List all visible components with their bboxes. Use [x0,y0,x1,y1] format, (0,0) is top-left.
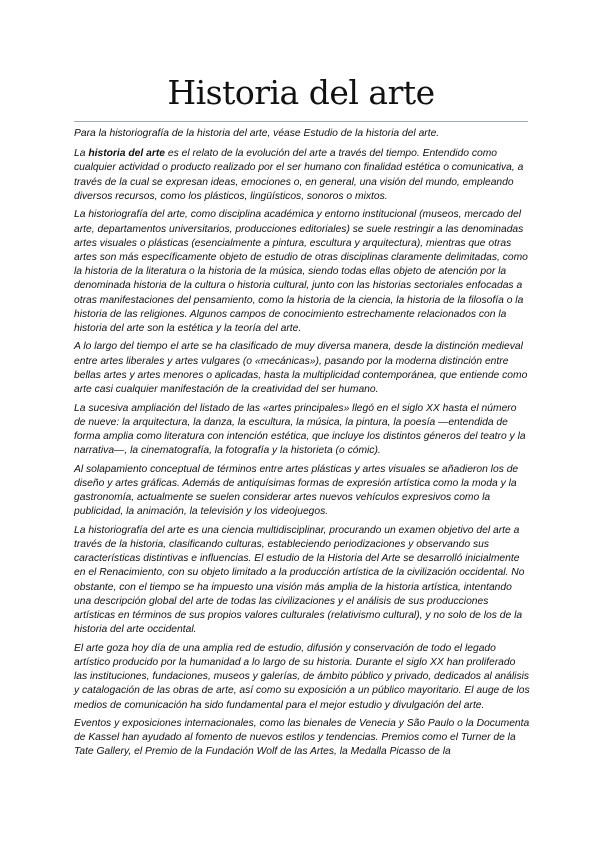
paragraph: La sucesiva ampliación del listado de las «artes principales» llegó en el siglo XX hasta el número de nueve: la arquitectura, la danza, la escultura, la música, la pintura, la poesía —entendida de forma amplia como literatura con intención estética, que incluye los distintos géneros del teatro y la narrativa—, la cinematografía, la fotografía y la historieta (o cómic). [74,402,526,457]
paragraph: La historiografía del arte es una ciencia multidisciplinar, procurando un examen objetivo del arte a través de la historia, clasificando culturas, estableciendo periodizaciones y observando sus características distintivas e influencias. El estudio de la Historia del Arte se desarrolló inicialmente en el Renacimiento, con su objeto limitado a la producción artística de la civilización occidental. No obstante, con el tiempo se ha impuesto una visión más amplia de la historia artística, intentando una descripción global del arte de todas las civilizaciones y el análisis de sus producciones artísticas en términos de sus propios valores culturales (relativismo cultural), y no solo de los de la historia del arte occidental. [74,524,525,636]
intro-paragraph [74,147,530,204]
paragraph: Eventos y exposiciones internacionales, como las bienales de Venecia y São Paulo o la Documenta de Kassel han ayudado al fomento de nuevos estilos y tendencias. Premios como el Turner de la Tate Gallery, el Premio de la Fundación Wolf de las Artes, la Medalla Picasso de la [74,718,530,758]
paragraph: A lo largo del tiempo el arte se ha clasificado de muy diversa manera, desde la distinción medieval entre artes liberales y artes vulgares (o «mecánicas»), pasando por la moderna distinción entre bellas artes y artes menores o aplicadas, hasta la multiplicidad contemporánea, que entiende como arte casi cualquier manifestación de la creatividad del ser humano. [74,341,528,396]
intro-rest: es el relato de la evolución del arte a través del tiempo. Entendido como cualquier actividad o producto realizado por el ser humano con finalidad estética o comunicativa, a través de la cual se expresan ideas, emociones o, en general, una visión del mundo, empleando diversos recursos, como los plásticos, lingüísticos, sonoros o mixtos. [74,148,524,202]
article-body [74,127,530,764]
intro-lead: La [74,148,89,160]
intro-bold-term: historia del arte [88,148,166,160]
paragraph: La historiografía del arte, como disciplina académica y entorno institucional (museos, mercado del arte, departamentos universitarios, producciones editoriales) se suele restringir a las denominadas artes visuales o plásticas (esencialmente a pintura, escultura y arquitectura), mientras que otras artes son más específicamente objeto de estudio de otras disciplinas claramente delimitadas, como la historia de la literatura o la historia de la música, siendo todas ellas objeto de atención por la denominada historia de la cultura o historia cultural, junto con las historias sectoriales enfocadas a otras manifestaciones del pensamiento, como la historia de la ciencia, la historia de la filosofía o la historia de las religiones. Algunos campos de conocimiento estrechamente relacionados con la historia del arte son la estética y la teoría del arte. [74,209,528,334]
hatnote: Para la historiografía de la historia del arte, véase Estudio de la historia del arte. [74,128,440,139]
paragraph: El arte goza hoy día de una amplia red de estudio, difusión y conservación de todo el legado artístico producido por la humanidad a lo largo de su historia. Durante el siglo XX han proliferado las instituciones, fundaciones, museos y galerías, de ámbito público y privado, dedicados al análisis y catalogación de las obras de arte, así como su exposición a un público mayoritario. El auge de los medios de comunicación ha sido fundamental para el mejor estudio y divulgación del arte. [74,642,530,711]
paragraph: Al solapamiento conceptual de términos entre artes plásticas y artes visuales se añadieron los de diseño y artes gráficas. Además de antiquísimas formas de expresión artística como la moda y la gastronomía, actualmente se suelen considerar artes nuevos vehículos expresivos como la publicidad, la animación, la televisión y los videojuegos. [74,463,519,518]
title-divider [74,121,528,122]
page-title: Historia del arte [167,73,435,112]
